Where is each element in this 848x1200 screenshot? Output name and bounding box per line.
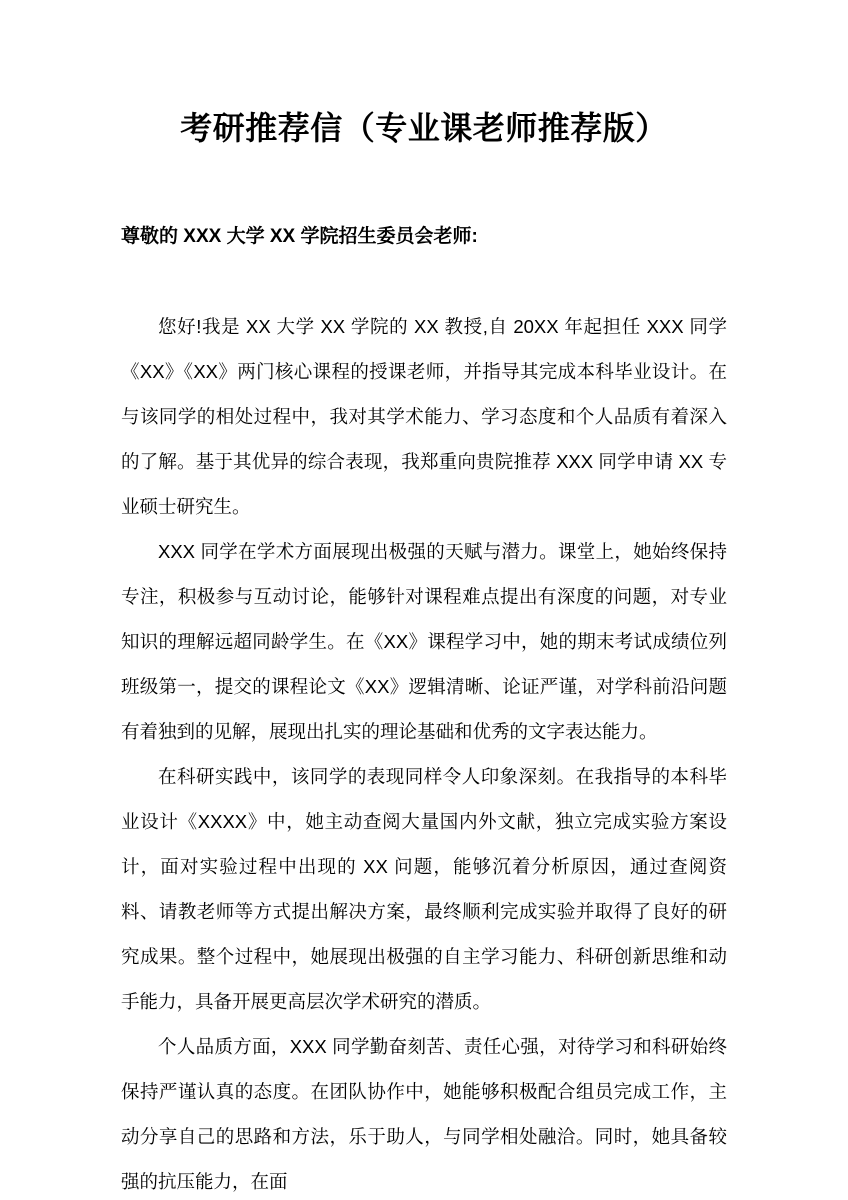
letter-body bbox=[121, 304, 727, 1200]
salutation-line: 尊敬的 XXX 大学 XX 学院招生委员会老师: bbox=[121, 226, 478, 247]
paragraph-academic-performance: XXX 同学在学术方面展现出极强的天赋与潜力。课堂上，她始终保持专注，积极参与互动讨论，能够针对课程难点提出有深度的问题，对专业知识的理解远超同龄学生。在《XX》课程学习中，她的期末考试成绩位列班级第一，提交的课程论文《XX》逻辑清晰、论证严谨，对学科前沿问题有着独到的见解，展现出扎实的理论基础和优秀的文字表达能力。 bbox=[121, 541, 727, 742]
paragraph-personal-qualities: 个人品质方面，XXX 同学勤奋刻苦、责任心强，对待学习和科研始终保持严谨认真的态度。在团队协作中，她能够积极配合组员完成工作，主动分享自己的思路和方法，乐于助人，与同学相处融洽。同时，她具备较强的抗压能力，在面 bbox=[121, 1036, 727, 1192]
paragraph-research-practice: 在科研实践中，该同学的表现同样令人印象深刻。在我指导的本科毕业设计《XXXX》中，她主动查阅大量国内外文献，独立完成实验方案设计，面对实验过程中出现的 XX 问题，能够沉着分析原因，通过查阅资料、请教老师等方式提出解决方案，最终顺利完成实验并取得了良好的研究成果。整个过程中，她展现出极强的自主学习能力、科研创新思维和动手能力，具备开展更高层次学术研究的潜质。 bbox=[121, 766, 727, 1012]
document-title: 考研推荐信（专业课老师推荐版） bbox=[180, 110, 668, 146]
paragraph-introduction: 您好!我是 XX 大学 XX 学院的 XX 教授,自 20XX 年起担任 XXX 同学《XX》《XX》两门核心课程的授课老师，并指导其完成本科毕业设计。在与该同学的相处过程中，我对其学术能力、学习态度和个人品质有着深入的了解。基于其优异的综合表现，我郑重向贵院推荐 XXX 同学申请 XX 专业硕士研究生。 bbox=[121, 316, 727, 517]
